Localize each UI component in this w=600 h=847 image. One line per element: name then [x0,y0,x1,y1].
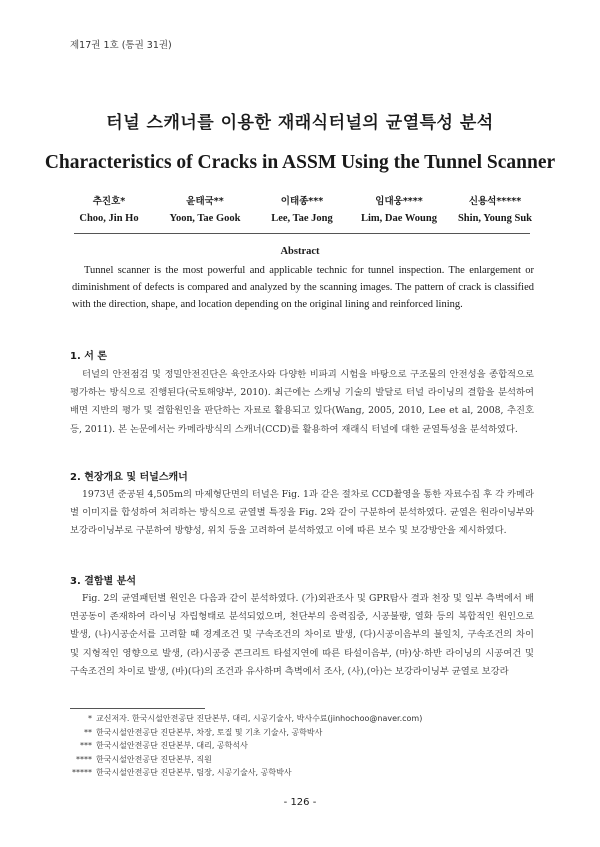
author-name-en: Shin, Young Suk [457,213,533,224]
abstract-heading: Abstract [280,246,320,257]
footnote-text: 한국시설안전공단 진단본부, 직원 [96,754,212,764]
section-heading-introduction: 1. 서 론 [70,351,108,362]
author-3 [247,193,357,224]
author-name-en: Choo, Jin Ho [79,213,139,224]
footnote-text: 교신저자. 한국시설안전공단 진단본부, 대리, 시공기술사, 박사수료(jinhochoo@naver.com) [96,714,423,723]
footnote-item [66,726,536,740]
journal-info: 제17권 1호 (통권 31권) [70,40,172,51]
author-name-en: Lee, Tae Jong [271,213,333,224]
author-list [64,193,554,227]
footnote-text: 한국시설안전공단 진단본부, 대리, 공학석사 [96,741,248,751]
author-4 [344,193,454,224]
title-korean: 터널 스캐너를 이용한 재래식터널의 균열특성 분석 [106,113,494,133]
page-number: - 126 - [283,797,317,808]
author-name-ko: 윤태국** [186,196,224,207]
footnote-item [66,712,536,726]
footnote-mark: *** [80,741,92,751]
abstract-body: Tunnel scanner is the most powerful and applicable technic for tunnel inspection. The enlargement or diminishment of defects is compared and analyzed by the scanning images. The pattern of crack is classified with the direction, shape, and location depending on the original lining and reinforced lining. [72,265,534,310]
author-name-en: Yoon, Tae Gook [169,213,241,224]
footnote-item [66,739,536,753]
author-name-ko: 신용석***** [468,196,522,207]
footnote-text: 한국시설안전공단 진단본부, 차장, 토질 및 기초 기술사, 공학박사 [96,727,323,737]
header-divider [74,233,530,234]
section-heading-defect-analysis: 3. 결함별 분석 [70,576,137,587]
footnote-item [66,753,536,767]
footnote-item [66,766,536,780]
footnote-mark: ***** [72,768,92,778]
section-body-site-overview: 1973년 준공된 4,505m의 마제형단면의 터널은 Fig. 1과 같은 절차로 CCD촬영을 통한 자료수집 후 각 카메라별 이미지를 합성하여 처리하는 방식으로 균열별 특징을 Fig. 2와 같이 구분하여 분석하였다. 균열은 원라이닝부와 보강라이닝부로 구분하여 방향성, 위치 등을 고려하여 분석하였고 이에 따른 보수 및 보강방안을 제시하였다. [70,489,534,537]
author-name-ko: 추진호* [92,196,126,207]
section-heading-site-overview: 2. 현장개요 및 터널스캐너 [70,472,188,483]
author-5 [440,193,550,224]
footnote-mark: ** [84,727,92,737]
footnote-text: 한국시설안전공단 진단본부, 팀장, 시공기술사, 공학박사 [96,768,292,778]
footnote-mark: **** [76,754,92,764]
author-2 [150,193,260,224]
footnote-mark: * [88,714,92,723]
author-name-ko: 이태종*** [280,196,324,207]
title-english: Characteristics of Cracks in ASSM Using the Tunnel Scanner [44,152,556,173]
section-body-introduction: 터널의 안전점검 및 정밀안전진단은 육안조사와 다양한 비파괴 시험을 바탕으로 구조물의 안전성을 종합적으로 평가하는 방식으로 진행된다(국토해양부, 2010). 최근에는 스캐닝 기술의 발달로 터널 라이닝의 결함을 분석하여 배면 지반의 평가 및 결함원인을 판단하는 자료로 활용되고 있다(Wang, 2005, 2010, Lee et al, 2008, 추진호 등, 2011). 본 논문에서는 카메라방식의 스캐너(CCD)를 활용하여 재래식 터널에 대한 균열특성을 분석하였다. [70,369,534,435]
footnote-list [66,712,536,780]
author-1 [54,193,164,224]
author-name-en: Lim, Dae Woung [361,213,437,224]
footnote-divider [70,708,205,709]
section-body-defect-analysis: Fig. 2의 균열패턴별 원인은 다음과 같이 분석하였다. (가)외관조사 및 GPR탐사 결과 천장 및 일부 측벽에서 배면공동이 존재하여 라이닝 자립형태로 분석되었으며, 천단부의 응력집중, 시공불량, 열화 등의 복합적인 원인으로 발생, (나)시공순서를 고려할 때 경계조건 및 구속조건의 차이로 발생, (다)시공이음부의 불일치, 구속조건의 차이 및 지형적인 영향으로 발생, (라)시공중 콘크리트 타설지연에 따른 타설이음부, (마)상·하반 라이닝의 시공여건 및 구속조건의 차이로 발생, (바)(다)의 조건과 유사하며 측벽에서 조사, (사),(아)는 보강라이닝부 균열로 보강라 [70,593,534,677]
author-name-ko: 임대웅**** [375,196,423,207]
